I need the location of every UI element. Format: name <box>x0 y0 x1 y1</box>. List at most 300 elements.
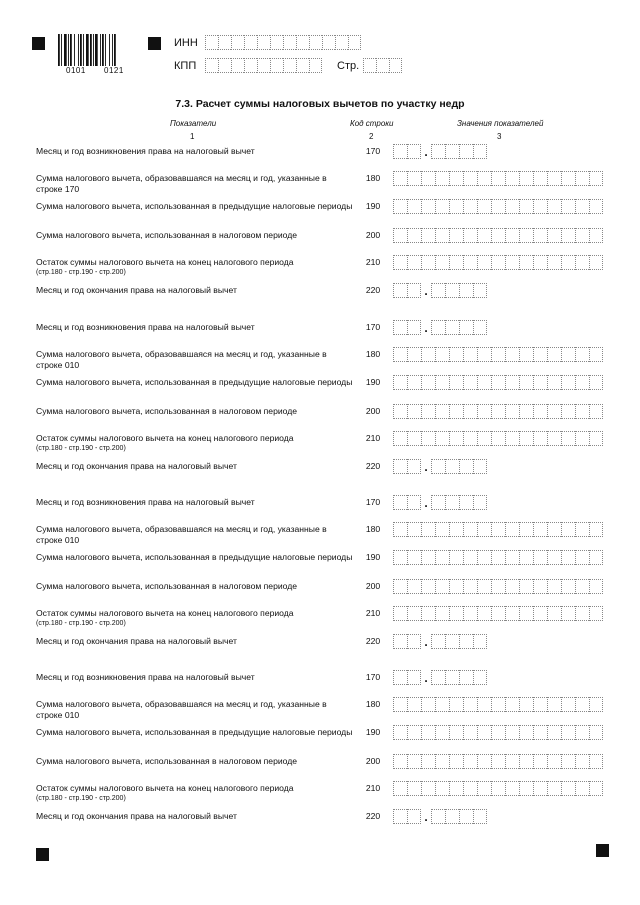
input-cell[interactable] <box>407 347 421 362</box>
month-cells[interactable] <box>393 283 421 298</box>
input-cell[interactable] <box>547 522 561 537</box>
input-cell[interactable] <box>505 347 519 362</box>
input-cell[interactable] <box>491 199 505 214</box>
input-cell[interactable] <box>463 375 477 390</box>
input-cell[interactable] <box>505 431 519 446</box>
input-cell[interactable] <box>575 375 589 390</box>
input-cell[interactable] <box>561 754 575 769</box>
input-cell[interactable] <box>421 228 435 243</box>
input-cell[interactable] <box>393 670 407 685</box>
input-cell[interactable] <box>473 670 487 685</box>
input-cell[interactable] <box>519 431 533 446</box>
month-year-field[interactable] <box>393 670 487 685</box>
input-cell[interactable] <box>431 459 445 474</box>
input-cell[interactable] <box>459 283 473 298</box>
input-cell[interactable] <box>407 144 421 159</box>
input-cell[interactable] <box>393 522 407 537</box>
input-cell[interactable] <box>589 522 603 537</box>
input-cell[interactable] <box>407 781 421 796</box>
input-cell[interactable] <box>477 347 491 362</box>
input-cell[interactable] <box>449 347 463 362</box>
input-cell[interactable] <box>561 431 575 446</box>
input-cell[interactable] <box>363 58 376 73</box>
input-cell[interactable] <box>435 431 449 446</box>
input-cell[interactable] <box>575 228 589 243</box>
input-cell[interactable] <box>376 58 389 73</box>
input-cell[interactable] <box>257 35 270 50</box>
input-cell[interactable] <box>431 809 445 824</box>
input-cell[interactable] <box>477 228 491 243</box>
input-cell[interactable] <box>547 255 561 270</box>
input-cell[interactable] <box>561 404 575 419</box>
month-year-field[interactable] <box>393 283 487 298</box>
input-cell[interactable] <box>491 579 505 594</box>
input-cell[interactable] <box>445 495 459 510</box>
input-cell[interactable] <box>421 199 435 214</box>
input-cell[interactable] <box>561 606 575 621</box>
input-cell[interactable] <box>407 579 421 594</box>
input-cell[interactable] <box>533 697 547 712</box>
input-cell[interactable] <box>463 579 477 594</box>
input-cell[interactable] <box>393 347 407 362</box>
input-cell[interactable] <box>519 228 533 243</box>
input-cell[interactable] <box>561 579 575 594</box>
year-cells[interactable] <box>431 144 487 159</box>
input-cell[interactable] <box>463 431 477 446</box>
input-cell[interactable] <box>561 347 575 362</box>
input-cell[interactable] <box>519 550 533 565</box>
input-cell[interactable] <box>449 550 463 565</box>
input-cell[interactable] <box>421 754 435 769</box>
input-cell[interactable] <box>407 228 421 243</box>
input-cell[interactable] <box>435 550 449 565</box>
input-cell[interactable] <box>547 431 561 446</box>
input-cell[interactable] <box>449 171 463 186</box>
input-cell[interactable] <box>491 228 505 243</box>
input-cell[interactable] <box>322 35 335 50</box>
input-cell[interactable] <box>445 634 459 649</box>
input-cell[interactable] <box>393 228 407 243</box>
input-cell[interactable] <box>463 725 477 740</box>
input-cell[interactable] <box>505 697 519 712</box>
input-cell[interactable] <box>561 725 575 740</box>
input-cell[interactable] <box>505 404 519 419</box>
amount-field[interactable] <box>393 522 603 537</box>
input-cell[interactable] <box>393 431 407 446</box>
input-cell[interactable] <box>431 634 445 649</box>
input-cell[interactable] <box>519 255 533 270</box>
input-cell[interactable] <box>505 550 519 565</box>
input-cell[interactable] <box>505 781 519 796</box>
input-cell[interactable] <box>505 171 519 186</box>
input-cell[interactable] <box>435 522 449 537</box>
input-cell[interactable] <box>421 522 435 537</box>
input-cell[interactable] <box>459 320 473 335</box>
input-cell[interactable] <box>435 404 449 419</box>
input-cell[interactable] <box>435 579 449 594</box>
input-cell[interactable] <box>589 347 603 362</box>
input-cell[interactable] <box>231 58 244 73</box>
input-cell[interactable] <box>575 697 589 712</box>
month-year-field[interactable] <box>393 809 487 824</box>
input-cell[interactable] <box>463 606 477 621</box>
input-cell[interactable] <box>589 579 603 594</box>
input-cell[interactable] <box>421 431 435 446</box>
input-cell[interactable] <box>393 809 407 824</box>
input-cell[interactable] <box>407 283 421 298</box>
input-cell[interactable] <box>505 228 519 243</box>
input-cell[interactable] <box>407 670 421 685</box>
input-cell[interactable] <box>519 522 533 537</box>
input-cell[interactable] <box>491 431 505 446</box>
input-cell[interactable] <box>589 781 603 796</box>
input-cell[interactable] <box>393 199 407 214</box>
input-cell[interactable] <box>477 431 491 446</box>
input-cell[interactable] <box>491 404 505 419</box>
input-cell[interactable] <box>435 171 449 186</box>
input-cell[interactable] <box>547 725 561 740</box>
input-cell[interactable] <box>575 550 589 565</box>
input-cell[interactable] <box>421 697 435 712</box>
input-cell[interactable] <box>431 320 445 335</box>
input-cell[interactable] <box>407 522 421 537</box>
amount-field[interactable] <box>393 375 603 390</box>
input-cell[interactable] <box>519 725 533 740</box>
input-cell[interactable] <box>547 375 561 390</box>
input-cell[interactable] <box>589 550 603 565</box>
input-cell[interactable] <box>473 634 487 649</box>
input-cell[interactable] <box>505 606 519 621</box>
input-cell[interactable] <box>547 199 561 214</box>
input-cell[interactable] <box>561 697 575 712</box>
input-cell[interactable] <box>431 144 445 159</box>
input-cell[interactable] <box>393 781 407 796</box>
amount-field[interactable] <box>393 697 603 712</box>
year-cells[interactable] <box>431 283 487 298</box>
input-cell[interactable] <box>505 579 519 594</box>
input-cell[interactable] <box>589 375 603 390</box>
input-cell[interactable] <box>547 228 561 243</box>
input-cell[interactable] <box>463 255 477 270</box>
input-cell[interactable] <box>575 579 589 594</box>
year-cells[interactable] <box>431 320 487 335</box>
input-cell[interactable] <box>459 495 473 510</box>
input-cell[interactable] <box>463 171 477 186</box>
input-cell[interactable] <box>407 606 421 621</box>
month-cells[interactable] <box>393 809 421 824</box>
input-cell[interactable] <box>283 58 296 73</box>
input-cell[interactable] <box>477 725 491 740</box>
amount-field[interactable] <box>393 725 603 740</box>
input-cell[interactable] <box>431 283 445 298</box>
input-cell[interactable] <box>575 171 589 186</box>
input-cell[interactable] <box>459 634 473 649</box>
input-cell[interactable] <box>449 431 463 446</box>
input-cell[interactable] <box>491 606 505 621</box>
input-cell[interactable] <box>519 375 533 390</box>
input-cell[interactable] <box>449 228 463 243</box>
input-cell[interactable] <box>477 550 491 565</box>
input-cell[interactable] <box>505 375 519 390</box>
input-cell[interactable] <box>477 255 491 270</box>
input-cell[interactable] <box>407 697 421 712</box>
month-cells[interactable] <box>393 320 421 335</box>
input-cell[interactable] <box>393 375 407 390</box>
input-cell[interactable] <box>449 255 463 270</box>
input-cell[interactable] <box>463 550 477 565</box>
input-cell[interactable] <box>491 697 505 712</box>
amount-field[interactable] <box>393 347 603 362</box>
month-year-field[interactable] <box>393 634 487 649</box>
input-cell[interactable] <box>463 404 477 419</box>
input-cell[interactable] <box>459 670 473 685</box>
input-cell[interactable] <box>589 431 603 446</box>
input-cell[interactable] <box>449 725 463 740</box>
month-year-field[interactable] <box>393 459 487 474</box>
input-cell[interactable] <box>431 495 445 510</box>
input-cell[interactable] <box>589 199 603 214</box>
input-cell[interactable] <box>407 634 421 649</box>
input-cell[interactable] <box>393 255 407 270</box>
input-cell[interactable] <box>449 199 463 214</box>
input-cell[interactable] <box>473 459 487 474</box>
input-cell[interactable] <box>407 754 421 769</box>
input-cell[interactable] <box>393 459 407 474</box>
year-cells[interactable] <box>431 809 487 824</box>
input-cell[interactable] <box>533 404 547 419</box>
input-cell[interactable] <box>561 522 575 537</box>
input-cell[interactable] <box>393 754 407 769</box>
input-cell[interactable] <box>421 404 435 419</box>
input-cell[interactable] <box>533 754 547 769</box>
input-cell[interactable] <box>533 725 547 740</box>
input-cell[interactable] <box>449 606 463 621</box>
input-cell[interactable] <box>491 725 505 740</box>
input-cell[interactable] <box>473 144 487 159</box>
input-cell[interactable] <box>449 522 463 537</box>
input-cell[interactable] <box>421 725 435 740</box>
input-cell[interactable] <box>491 171 505 186</box>
input-cell[interactable] <box>463 228 477 243</box>
input-cell[interactable] <box>421 781 435 796</box>
input-cell[interactable] <box>393 320 407 335</box>
input-cell[interactable] <box>473 809 487 824</box>
page-number-field[interactable] <box>363 58 402 73</box>
input-cell[interactable] <box>519 579 533 594</box>
input-cell[interactable] <box>561 171 575 186</box>
input-cell[interactable] <box>547 579 561 594</box>
input-cell[interactable] <box>463 199 477 214</box>
input-cell[interactable] <box>547 404 561 419</box>
input-cell[interactable] <box>575 606 589 621</box>
year-cells[interactable] <box>431 459 487 474</box>
input-cell[interactable] <box>435 199 449 214</box>
input-cell[interactable] <box>309 58 322 73</box>
year-cells[interactable] <box>431 670 487 685</box>
input-cell[interactable] <box>589 404 603 419</box>
input-cell[interactable] <box>575 347 589 362</box>
input-cell[interactable] <box>296 58 309 73</box>
input-cell[interactable] <box>435 754 449 769</box>
input-cell[interactable] <box>205 35 218 50</box>
input-cell[interactable] <box>459 144 473 159</box>
input-cell[interactable] <box>421 171 435 186</box>
input-cell[interactable] <box>505 725 519 740</box>
input-cell[interactable] <box>445 459 459 474</box>
month-cells[interactable] <box>393 670 421 685</box>
input-cell[interactable] <box>459 809 473 824</box>
input-cell[interactable] <box>533 550 547 565</box>
input-cell[interactable] <box>547 781 561 796</box>
input-cell[interactable] <box>477 754 491 769</box>
input-cell[interactable] <box>561 781 575 796</box>
input-cell[interactable] <box>244 58 257 73</box>
input-cell[interactable] <box>575 754 589 769</box>
inn-field[interactable] <box>205 35 361 50</box>
input-cell[interactable] <box>491 550 505 565</box>
input-cell[interactable] <box>533 579 547 594</box>
input-cell[interactable] <box>589 255 603 270</box>
year-cells[interactable] <box>431 634 487 649</box>
input-cell[interactable] <box>445 144 459 159</box>
input-cell[interactable] <box>473 320 487 335</box>
input-cell[interactable] <box>270 58 283 73</box>
input-cell[interactable] <box>449 697 463 712</box>
input-cell[interactable] <box>463 522 477 537</box>
amount-field[interactable] <box>393 781 603 796</box>
input-cell[interactable] <box>435 606 449 621</box>
input-cell[interactable] <box>393 495 407 510</box>
input-cell[interactable] <box>519 781 533 796</box>
input-cell[interactable] <box>477 606 491 621</box>
amount-field[interactable] <box>393 550 603 565</box>
input-cell[interactable] <box>533 171 547 186</box>
input-cell[interactable] <box>589 171 603 186</box>
input-cell[interactable] <box>473 283 487 298</box>
input-cell[interactable] <box>393 283 407 298</box>
input-cell[interactable] <box>407 495 421 510</box>
input-cell[interactable] <box>533 228 547 243</box>
input-cell[interactable] <box>491 522 505 537</box>
input-cell[interactable] <box>505 255 519 270</box>
input-cell[interactable] <box>547 754 561 769</box>
input-cell[interactable] <box>407 320 421 335</box>
input-cell[interactable] <box>449 781 463 796</box>
input-cell[interactable] <box>473 495 487 510</box>
input-cell[interactable] <box>533 375 547 390</box>
input-cell[interactable] <box>435 725 449 740</box>
input-cell[interactable] <box>407 550 421 565</box>
input-cell[interactable] <box>589 697 603 712</box>
input-cell[interactable] <box>477 404 491 419</box>
input-cell[interactable] <box>519 754 533 769</box>
input-cell[interactable] <box>519 404 533 419</box>
input-cell[interactable] <box>449 375 463 390</box>
input-cell[interactable] <box>389 58 402 73</box>
input-cell[interactable] <box>463 754 477 769</box>
input-cell[interactable] <box>533 199 547 214</box>
input-cell[interactable] <box>463 347 477 362</box>
input-cell[interactable] <box>449 404 463 419</box>
input-cell[interactable] <box>435 781 449 796</box>
amount-field[interactable] <box>393 255 603 270</box>
input-cell[interactable] <box>421 606 435 621</box>
input-cell[interactable] <box>335 35 348 50</box>
input-cell[interactable] <box>218 58 231 73</box>
amount-field[interactable] <box>393 431 603 446</box>
input-cell[interactable] <box>547 550 561 565</box>
input-cell[interactable] <box>431 670 445 685</box>
input-cell[interactable] <box>575 255 589 270</box>
input-cell[interactable] <box>449 754 463 769</box>
input-cell[interactable] <box>407 375 421 390</box>
input-cell[interactable] <box>561 255 575 270</box>
amount-field[interactable] <box>393 171 603 186</box>
input-cell[interactable] <box>519 606 533 621</box>
input-cell[interactable] <box>491 347 505 362</box>
amount-field[interactable] <box>393 579 603 594</box>
input-cell[interactable] <box>505 199 519 214</box>
input-cell[interactable] <box>393 171 407 186</box>
input-cell[interactable] <box>519 171 533 186</box>
input-cell[interactable] <box>575 431 589 446</box>
month-year-field[interactable] <box>393 495 487 510</box>
input-cell[interactable] <box>477 171 491 186</box>
input-cell[interactable] <box>463 781 477 796</box>
year-cells[interactable] <box>431 495 487 510</box>
input-cell[interactable] <box>491 781 505 796</box>
input-cell[interactable] <box>505 754 519 769</box>
input-cell[interactable] <box>575 781 589 796</box>
input-cell[interactable] <box>407 199 421 214</box>
input-cell[interactable] <box>477 522 491 537</box>
input-cell[interactable] <box>575 404 589 419</box>
input-cell[interactable] <box>435 375 449 390</box>
input-cell[interactable] <box>547 697 561 712</box>
input-cell[interactable] <box>445 283 459 298</box>
amount-field[interactable] <box>393 199 603 214</box>
input-cell[interactable] <box>533 781 547 796</box>
input-cell[interactable] <box>589 228 603 243</box>
input-cell[interactable] <box>421 579 435 594</box>
input-cell[interactable] <box>589 754 603 769</box>
input-cell[interactable] <box>449 579 463 594</box>
input-cell[interactable] <box>407 255 421 270</box>
input-cell[interactable] <box>491 754 505 769</box>
input-cell[interactable] <box>407 431 421 446</box>
kpp-field[interactable] <box>205 58 322 73</box>
input-cell[interactable] <box>477 697 491 712</box>
input-cell[interactable] <box>421 375 435 390</box>
input-cell[interactable] <box>257 58 270 73</box>
input-cell[interactable] <box>435 228 449 243</box>
input-cell[interactable] <box>421 255 435 270</box>
input-cell[interactable] <box>477 375 491 390</box>
month-year-field[interactable] <box>393 144 487 159</box>
input-cell[interactable] <box>561 199 575 214</box>
input-cell[interactable] <box>477 781 491 796</box>
amount-field[interactable] <box>393 754 603 769</box>
input-cell[interactable] <box>283 35 296 50</box>
amount-field[interactable] <box>393 228 603 243</box>
input-cell[interactable] <box>561 228 575 243</box>
input-cell[interactable] <box>407 809 421 824</box>
input-cell[interactable] <box>393 634 407 649</box>
month-cells[interactable] <box>393 634 421 649</box>
input-cell[interactable] <box>421 347 435 362</box>
input-cell[interactable] <box>309 35 322 50</box>
input-cell[interactable] <box>589 725 603 740</box>
